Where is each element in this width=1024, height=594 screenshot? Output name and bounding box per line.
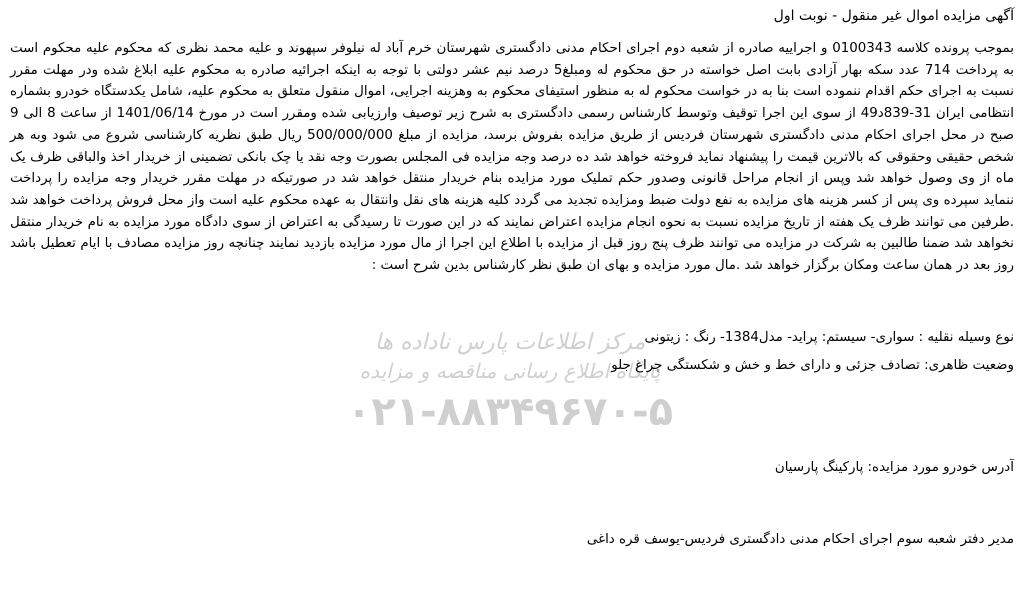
vehicle-type: نوع وسیله نقلیه : سواری- سیستم: پراید- مدل1384- رنگ : زیتونی (644, 330, 1014, 345)
signature-line: مدیر دفتر شعبه سوم اجرای احکام مدنی دادگستری فردیس-یوسف قره داغی (586, 532, 1014, 547)
vehicle-condition: وضعیت ظاهری: تصادف جزئی و دارای خط و خش و شکستگی چراغ جلو (611, 358, 1014, 373)
watermark-line-1: مرکز اطلاعات پارس ناداده ها (374, 330, 646, 355)
watermark (250, 330, 770, 435)
notice-title: آگهی مزایده اموال غیر منقول - نوبت اول (773, 8, 1014, 24)
notice-body: بموجب پرونده کلاسه 0100343 و اجراییه صادره از شعبه دوم اجرای احکام مدنی دادگستری شهرستان خرم آباد له نیلوفر سپهوند و علیه محمد نظری که محکوم علیه محکوم است به پرداخت 714 عدد سکه بهار آزادی بابت اصل خواسته در حق محکوم له ومبلغ5 درصد نیم عشر دولتی با توجه به اینکه اجرائیه صادره به محکوم علیه ابلاغ شده ودر مهلت مقرر نسبت به اجرای حکم اقدام ننموده است بنا به در خواست محکوم له به منظور استیفای محکوم به وهزینه اجرایی، اموال منقول متعلق به محکوم علیه، شامل یکدستگاه خودرو بشماره انتظامی ایران 31-839د49 از سوی این اجرا توقیف وتوسط کارشناس رسمی دادگستری به شرح زیر توصیف وارزیابی شده ومقرر است در مورخ 1401/06/14 از ساعت 8 الی 9 صبح در محل اجرای احکام مدنی دادگستری شهرستان فردیس از طریق مزایده بفروش برسد، مزایده از مبلغ 500/000/000 ریال طبق نظریه کارشناسی شروع می شود وبه هر شخص حقیقی وحقوقی که بالاترین قیمت را پیشنهاد نماید فروخته خواهد شد ده درصد وجه مزایده فی المجلس بصورت وجه نقد یا چک بانکی تضمینی از خریدار اخذ والباقی ظرف یک ماه از وی وصول خواهد شد وپس از انجام مراحل قانونی وصدور حکم تملیک مورد مزایده بنام خریدار منتقل خواهد شد در صورتیکه در مهلت مقرر خریدار وجه مزایده را پرداخت ننماید سپرده وی پس از کسر هزینه های مزایده به نفع دولت ضبط ومزایده تجدید می گردد کلیه هزینه های نقل وانتقال به عهده محکوم علیه است واز محل فروش پرداخت خواهد شد .طرفین می توانند ظرف یک هفته از تاریخ مزایده نسبت به نحوه انجام مزایده اعتراض نمایند که در این صورت تا رسیدگی به اعتراض از سوی دادگاه مورد مزایده به نام خریدار منتقل نخواهد شد ضمنا طالبین به شرکت در مزایده می توانند ظرف پنج روز قبل از مزایده با اطلاع این اجرا از مال مورد مزایده بازدید نمایند چنانچه روز مزایده مصادف با ایام تعطیل باشد روز بعد در همان ساعت ومکان برگزار خواهد شد .مال مورد مزایده و بهای ان طبق نظر کارشناس بدین شرح است : (10, 41, 1015, 274)
watermark-line-2: پایگاه اطلاع رسانی مناقصه و مزایده (359, 359, 661, 383)
vehicle-address: آدرس خودرو مورد مزایده: پارکینگ پارسیان (774, 460, 1014, 475)
watermark-phone: ۰۲۱-۸۸۳۴۹۶۷۰-۵ (346, 389, 674, 435)
